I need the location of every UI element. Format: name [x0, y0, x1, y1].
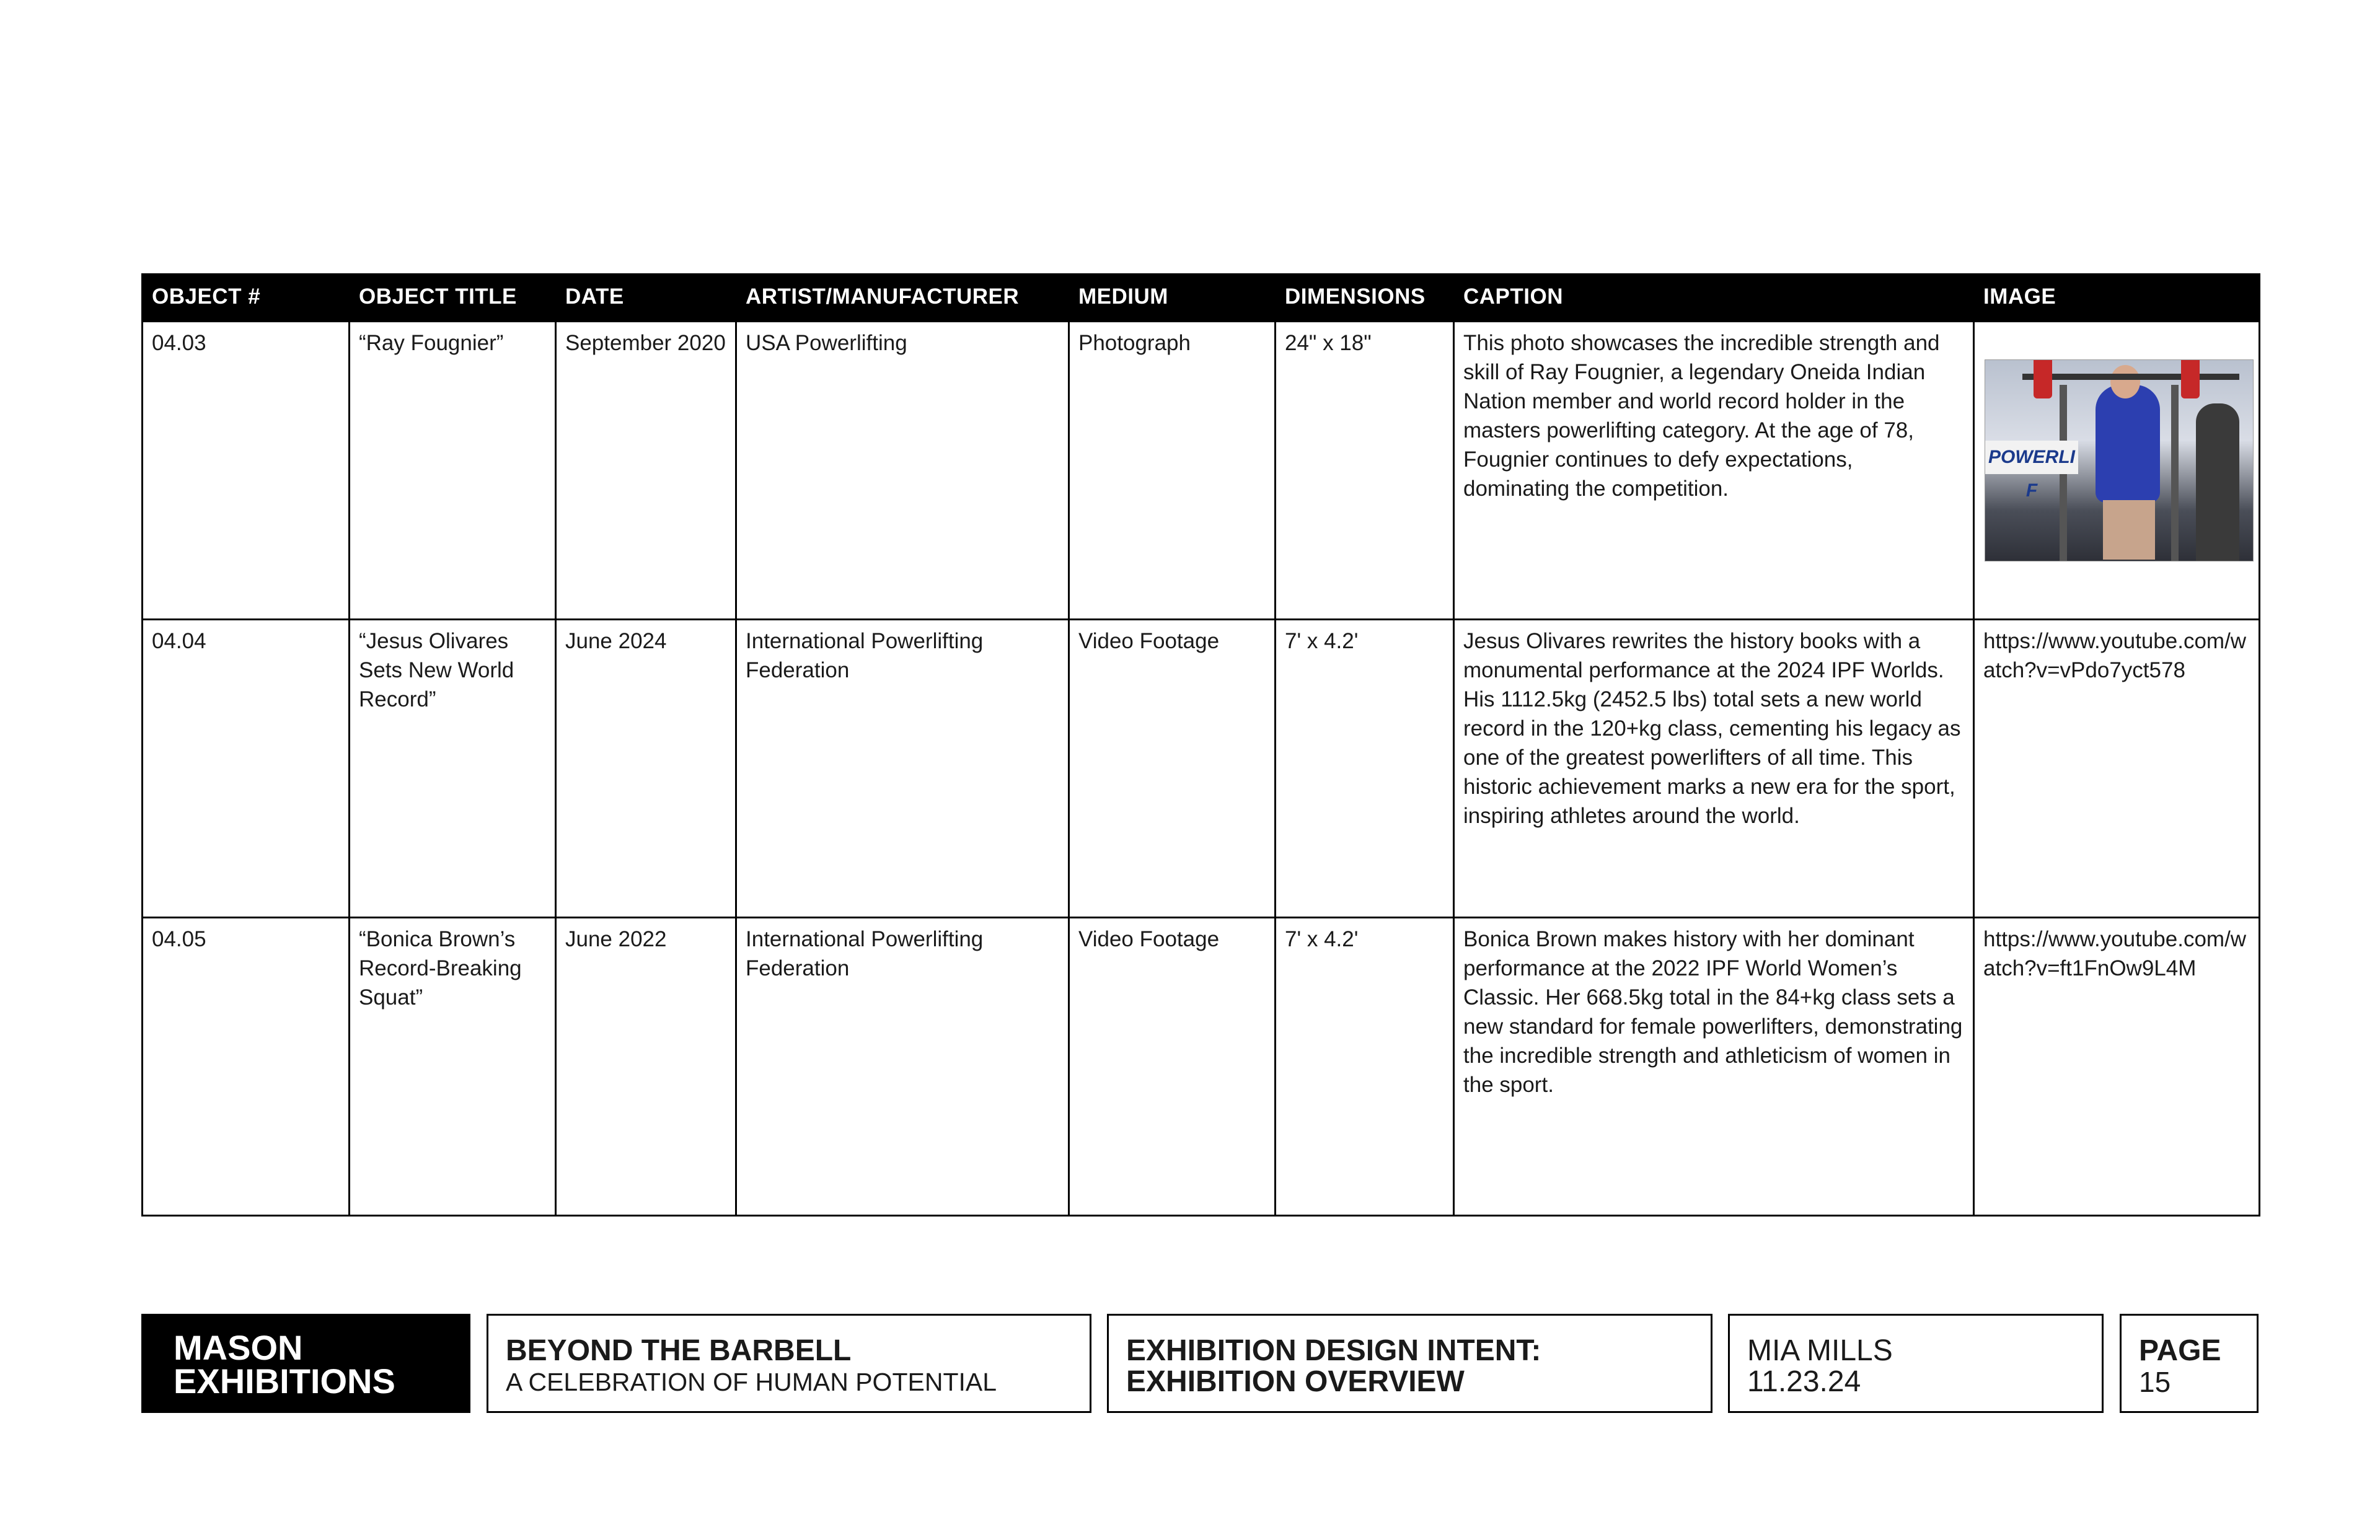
header-date: DATE [556, 273, 736, 322]
cell-medium: Photograph [1069, 322, 1276, 620]
table-row [143, 918, 2260, 1216]
document-date: 11.23.24 [1747, 1365, 1861, 1398]
cell-object-title: “Bonica Brown’s Record-Breaking Squat” [350, 918, 556, 1216]
cell-object-title: “Jesus Olivares Sets New World Record” [350, 620, 556, 918]
design-intent-box [1107, 1314, 1712, 1413]
logo-line-1: MASON [174, 1328, 303, 1367]
barbell-plate [2181, 359, 2200, 398]
barbell-plate [2034, 359, 2052, 398]
cell-image-link[interactable]: https://www.youtube.com/watch?v=vPdo7yct578 [1974, 620, 2260, 918]
photo-banner: POWERLIF [1985, 441, 2078, 474]
author-box [1728, 1314, 2104, 1413]
cell-medium: Video Footage [1069, 620, 1276, 918]
powerlifter-photo [1985, 359, 2254, 561]
page-number-box [2120, 1314, 2259, 1413]
lifter-legs [2103, 500, 2155, 560]
header-object-number: OBJECT # [143, 273, 350, 322]
cell-caption: Jesus Olivares rewrites the history books with a monumental performance at the 2024 IPF Worlds. His 1112.5kg (2452.5 lbs) total sets a new world record in the 120+kg class, cementing his legacy as one of the greatest powerlifters of all time. This historic achievement marks a new era for the sport, inspiring athletes around the world. [1454, 620, 1974, 918]
header-dimensions: DIMENSIONS [1276, 273, 1454, 322]
logo-line-2: EXHIBITIONS [174, 1362, 395, 1401]
design-intent-subheading: EXHIBITION OVERVIEW [1126, 1365, 1465, 1398]
cell-medium: Video Footage [1069, 918, 1276, 1216]
design-intent-heading: EXHIBITION DESIGN INTENT: [1126, 1334, 1541, 1367]
header-image: IMAGE [1974, 273, 2260, 322]
page-number: 15 [2139, 1366, 2171, 1398]
cell-artist: International Powerlifting Federation [736, 620, 1069, 918]
cell-object-title: “Ray Fougnier” [350, 322, 556, 620]
cell-date: June 2024 [556, 620, 736, 918]
cell-artist: USA Powerlifting [736, 322, 1069, 620]
cell-caption: Bonica Brown makes history with her dominant performance at the 2022 IPF World Women’s Classic. Her 668.5kg total in the 84+kg class sets a new standard for female powerlifters, demonstrating the incredible strength and athleticism of women in the sport. [1454, 918, 1974, 1216]
spotter-figure [2196, 403, 2239, 561]
cell-image-link[interactable]: https://www.youtube.com/watch?v=ft1FnOw9L4M [1974, 918, 2260, 1216]
barbell [2022, 374, 2239, 380]
cell-object-number: 04.04 [143, 620, 350, 918]
cell-date: September 2020 [556, 322, 736, 620]
header-medium: MEDIUM [1069, 273, 1276, 322]
header-artist: ARTIST/MANUFACTURER [736, 273, 1069, 322]
cell-object-number: 04.05 [143, 918, 350, 1216]
cell-dimensions: 24" x 18" [1276, 322, 1454, 620]
cell-dimensions: 7' x 4.2' [1276, 620, 1454, 918]
exhibition-title-box [487, 1314, 1091, 1413]
cell-dimensions: 7' x 4.2' [1276, 918, 1454, 1216]
cell-date: June 2022 [556, 918, 736, 1216]
table-row [143, 322, 2260, 620]
mason-exhibitions-logo [141, 1314, 470, 1413]
header-object-title: OBJECT TITLE [350, 273, 556, 322]
lifter-figure [2096, 385, 2160, 503]
page-label: PAGE [2139, 1334, 2221, 1367]
cell-artist: International Powerlifting Federation [736, 918, 1069, 1216]
rack-post [2171, 385, 2179, 561]
author-name: MIA MILLS [1747, 1334, 1893, 1367]
table-header-row [143, 273, 2260, 322]
table-row [143, 620, 2260, 918]
cell-image [1974, 322, 2260, 620]
lifter-head [2110, 365, 2140, 398]
exhibition-title: BEYOND THE BARBELL [506, 1334, 852, 1367]
header-caption: CAPTION [1454, 273, 1974, 322]
cell-object-number: 04.03 [143, 322, 350, 620]
object-table [141, 273, 2260, 1217]
exhibition-subtitle: A CELEBRATION OF HUMAN POTENTIAL [506, 1368, 997, 1396]
cell-caption: This photo showcases the incredible strength and skill of Ray Fougnier, a legendary Oneida Indian Nation member and world record holder in the masters powerlifting category. At the age of 78, Fougnier continues to defy expectations, dominating the competition. [1454, 322, 1974, 620]
